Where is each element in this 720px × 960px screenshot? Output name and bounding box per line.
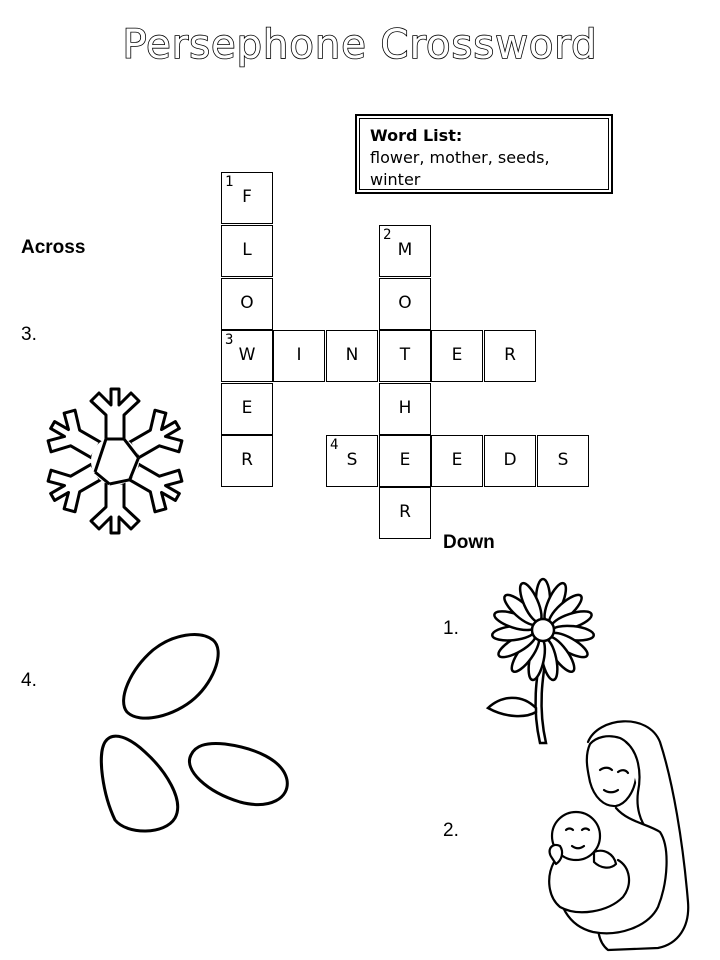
- word-list-box: [355, 114, 613, 194]
- grid-cell[interactable]: T: [379, 330, 431, 382]
- grid-cell[interactable]: 2 M: [379, 225, 431, 277]
- down-heading: Down: [443, 532, 495, 553]
- word-list-heading: Word List:: [370, 126, 463, 145]
- across-heading: Across: [21, 237, 86, 258]
- grid-cell[interactable]: N: [326, 330, 378, 382]
- grid-cell[interactable]: 1 F: [221, 172, 273, 224]
- grid-cell[interactable]: O: [221, 278, 273, 330]
- word-list-line-1: flower, mother, seeds,: [370, 148, 550, 167]
- seeds-icon: [95, 630, 295, 840]
- grid-cell[interactable]: 3 W: [221, 330, 273, 382]
- grid-cell[interactable]: E: [379, 435, 431, 487]
- mother-and-baby-icon: [538, 712, 698, 952]
- grid-cell[interactable]: D: [484, 435, 536, 487]
- clue-number-across-4: 4.: [21, 670, 37, 691]
- grid-cell[interactable]: L: [221, 225, 273, 277]
- grid-cell[interactable]: S: [537, 435, 589, 487]
- grid-cell[interactable]: 4 S: [326, 435, 378, 487]
- grid-cell[interactable]: O: [379, 278, 431, 330]
- page-title: Persephone Crossword: [122, 22, 598, 68]
- grid-cell[interactable]: E: [431, 330, 483, 382]
- word-list-line-2: winter: [370, 170, 421, 189]
- grid-cell[interactable]: R: [221, 435, 273, 487]
- grid-cell[interactable]: R: [379, 487, 431, 539]
- snowflake-icon: [30, 372, 200, 550]
- grid-cell[interactable]: E: [221, 383, 273, 435]
- grid-cell[interactable]: H: [379, 383, 431, 435]
- grid-cell[interactable]: E: [431, 435, 483, 487]
- grid-cell[interactable]: I: [273, 330, 325, 382]
- clue-number-down-1: 1.: [443, 618, 459, 639]
- clue-number-across-3: 3.: [21, 324, 37, 345]
- grid-cell[interactable]: R: [484, 330, 536, 382]
- clue-number-down-2: 2.: [443, 820, 459, 841]
